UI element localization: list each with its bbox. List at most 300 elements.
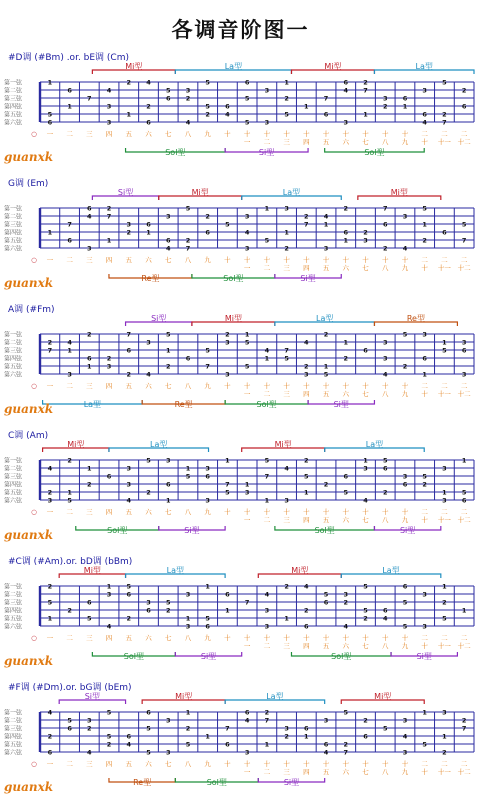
scale-note: 6 [47,118,53,127]
scale-note: 5 [402,598,408,607]
scale-note: 1 [402,102,408,111]
fret-number-suffix: 九 [401,138,409,146]
shape-label: Mi型 [390,188,408,197]
shape-bracket-top-0 [59,691,125,704]
scale-note: 3 [126,464,132,473]
scale-note: 1 [126,110,132,119]
fret-number-suffix: 十一 [437,642,451,650]
scale-note: 3 [244,244,250,253]
scale-note: 2 [363,78,368,87]
scale-note: 6 [67,236,72,245]
fret-number-suffix: 七 [362,390,369,398]
shape-label: Si型 [117,188,134,197]
fret-number: ○ [31,130,37,138]
scale-note: 3 [461,338,467,347]
scale-note: 4 [87,212,92,221]
fret-number: 五 [125,382,133,390]
scale-note: 6 [126,590,132,599]
scale-note: 5 [402,330,408,339]
scale-note: 7 [284,346,289,355]
scale-note: 6 [343,78,349,87]
scale-note: 6 [323,110,329,119]
fret-number-suffix: 四 [303,768,310,776]
scale-note: 2 [47,338,53,347]
fret-number: 十 [263,508,271,516]
scale-note: 2 [304,212,309,221]
fret-number: 十 [381,760,389,768]
scale-note: 6 [402,94,408,103]
fretboard-diagram [0,176,481,294]
scale-note: 3 [422,590,427,599]
scale-note: 5 [442,346,447,355]
fret-number: 二 [460,760,468,768]
scale-note: 5 [323,370,329,379]
scale-note: 2 [304,362,309,371]
shape-label: La型 [315,314,334,323]
scale-note: 6 [126,732,132,741]
fret-number: 十 [263,130,271,138]
fret-number-suffix: 九 [401,264,409,272]
fret-number: 十 [381,130,389,138]
scale-note: 4 [126,740,132,749]
shape-bracket-bottom-0 [126,147,226,157]
scale-note: 2 [87,330,92,339]
shape-bracket-bottom-1 [175,777,258,787]
fret-number: 二 [421,130,428,138]
scale-note: 7 [343,748,349,757]
fret-number: 十 [283,508,290,516]
shape-label: La型 [282,188,301,197]
shape-label: Sol型 [123,652,144,661]
scale-note: 3 [205,496,210,505]
shape-bracket-bottom-0 [109,273,192,283]
scale-note: 5 [422,204,427,213]
scale-note: 6 [402,582,408,591]
fret-number: 二 [421,382,428,390]
scale-note: 3 [146,338,151,347]
scale-note: 2 [126,614,132,623]
scale-note: 1 [225,606,230,615]
scale-note: 5 [343,708,349,717]
scale-note: 6 [422,110,427,119]
fretboard-diagram [0,428,481,546]
shape-bracket-top-2 [258,565,341,578]
scale-chart-c [0,428,481,546]
fret-number: 九 [204,760,211,768]
scale-note: 1 [106,582,112,591]
scale-note: 7 [461,724,467,733]
scale-note: 5 [106,708,112,717]
fret-number: 十 [381,508,389,516]
fret-number: 十 [401,508,409,516]
string-label: 第四弦 [4,481,23,489]
fret-number-suffix: 二 [263,138,271,146]
string-label: 第四弦 [4,355,23,363]
scale-note: 1 [304,732,309,741]
fret-number: 二 [441,382,448,390]
shape-bracket-bottom-3 [308,399,374,409]
scale-note: 5 [205,346,210,355]
scale-note: 1 [165,346,171,355]
fret-number-suffix: 二 [263,642,271,650]
fret-number: 十 [322,256,330,264]
scale-note: 5 [225,488,230,497]
fret-number-suffix: 六 [342,138,350,146]
fret-number: 六 [145,256,152,264]
fret-number: 四 [105,634,113,642]
scale-note: 5 [323,590,329,599]
fret-number: 二 [460,508,468,516]
scale-note: 7 [363,86,368,95]
shape-bracket-bottom-0 [92,651,175,661]
scale-note: 5 [185,472,191,481]
fretboard-diagram [0,302,481,420]
scale-note: 3 [264,86,270,95]
scale-note: 3 [304,370,309,379]
scale-note: 5 [442,614,447,623]
scale-note: 3 [422,330,427,339]
scale-note: 6 [205,622,210,631]
fret-number: 十 [322,382,330,390]
scale-note: 2 [363,228,368,237]
shape-label: Mi型 [224,314,242,323]
fret-number: 十 [342,382,350,390]
scale-note: 2 [402,362,408,371]
scale-note: 6 [402,480,408,489]
fret-number-suffix: 三 [283,516,290,524]
shape-label: Sol型 [206,778,227,787]
fret-number: 二 [421,634,428,642]
scale-note: 5 [402,622,408,631]
scale-note: 4 [47,708,53,717]
scale-note: 1 [343,338,349,347]
shape-bracket-top-1 [142,691,225,704]
scale-note: 3 [225,370,230,379]
scale-note: 2 [106,740,112,749]
fret-number: 一 [46,760,54,768]
scale-note: 7 [225,480,230,489]
fret-number: 六 [145,130,152,138]
fret-number: 七 [164,760,172,768]
shape-label: Mi型 [83,566,101,575]
fret-number-suffix: 三 [283,138,290,146]
fret-number: 八 [184,382,192,390]
scale-note: 6 [67,86,72,95]
shape-bracket-top-3 [374,61,474,74]
fret-number: ○ [31,256,37,264]
fret-number: 六 [145,508,152,516]
shape-label: La型 [166,566,185,575]
scale-note: 6 [47,748,53,757]
fret-number: 三 [86,382,93,390]
fretboard-diagram [0,50,481,168]
scale-note: 3 [363,236,368,245]
scale-note: 5 [244,362,250,371]
shape-label: La型 [382,566,400,575]
scale-note: 1 [284,78,289,87]
key-label: #C调 (#Am).or. bD调 (bBm) [8,557,133,567]
scale-note: 4 [165,244,171,253]
fret-number-suffix: 九 [401,768,409,776]
shape-bracket-top-2 [242,187,342,200]
fret-number-suffix: 一 [243,390,251,398]
fret-number-suffix: 十二 [457,768,471,776]
scale-note: 2 [47,732,53,741]
fret-number-suffix: 四 [303,264,310,272]
fret-number: 二 [66,634,73,642]
scale-note: 1 [185,464,191,473]
fret-number-suffix: 十一 [437,768,451,776]
shape-label: Si型 [184,526,200,535]
scale-note: 3 [185,590,191,599]
scale-note: 3 [284,724,289,733]
string-label: 第二弦 [4,339,23,347]
scale-note: 1 [264,740,270,749]
scale-note: 2 [205,110,210,119]
shape-label: Si型 [416,652,432,661]
scale-note: 4 [146,370,151,379]
string-label: 第三弦 [4,95,23,103]
fret-number: 十 [362,382,369,390]
fret-number: 一 [46,634,54,642]
string-label: 第六弦 [4,497,23,505]
shape-label: Si型 [151,314,167,323]
fret-number-suffix: 三 [283,768,290,776]
scale-note: 5 [461,488,467,497]
fret-number: 六 [145,634,152,642]
fret-number: 二 [66,256,73,264]
scale-chart-a [0,302,481,420]
scale-note: 5 [146,724,151,733]
shape-bracket-bottom-0 [43,399,143,409]
string-label: 第一弦 [4,457,23,465]
scale-note: 5 [146,456,151,465]
string-label: 第五弦 [4,615,23,623]
scale-note: 5 [106,732,112,741]
scale-note: 6 [146,606,151,615]
scale-note: 2 [47,488,53,497]
scale-note: 5 [87,614,92,623]
string-label: 第四弦 [4,733,23,741]
fret-number-suffix: 六 [342,768,350,776]
string-label: 第三弦 [4,725,23,733]
shape-bracket-top-2 [225,691,325,704]
string-label: 第二弦 [4,465,23,473]
scale-note: 2 [343,598,349,607]
scale-note: 1 [264,354,270,363]
fret-number-suffix: 三 [283,642,290,650]
fret-number: 十 [303,256,310,264]
shape-bracket-top-2 [291,61,374,74]
fret-number: 十 [401,760,409,768]
fret-number-suffix: 七 [362,138,369,146]
scale-note: 1 [205,732,210,741]
scale-note: 3 [382,354,388,363]
scale-note: 3 [442,464,447,473]
scale-note: 6 [422,354,427,363]
fret-number: 一 [46,508,54,516]
scale-note: 3 [244,488,250,497]
fret-number: 十 [263,634,271,642]
fret-number: 十 [401,256,409,264]
scale-note: 6 [363,732,368,741]
string-label: 第一弦 [4,709,23,717]
fret-number: 一 [46,256,54,264]
fret-number: 二 [421,508,428,516]
scale-note: 4 [284,464,289,473]
fret-number: 二 [460,634,468,642]
scale-note: 2 [205,212,210,221]
scale-note: 2 [363,614,368,623]
scale-note: 2 [442,110,447,119]
fret-number: 二 [460,130,468,138]
scale-note: 3 [47,496,53,505]
string-label: 第五弦 [4,363,23,371]
scale-note: 4 [244,228,250,237]
fret-number-suffix: 六 [342,516,350,524]
shape-bracket-top-3 [358,187,441,200]
string-label: 第六弦 [4,371,23,379]
scale-note: 3 [126,480,132,489]
shape-bracket-top-3 [325,439,425,452]
scale-note: 2 [323,480,329,489]
scale-note: 1 [442,488,447,497]
fret-number-suffix: 一 [243,768,251,776]
fret-number: 四 [105,256,113,264]
scale-note: 3 [402,212,408,221]
string-label: 第六弦 [4,245,23,253]
shape-label: La型 [266,692,284,701]
scale-note: 2 [106,204,112,213]
shape-label: Si型 [333,400,349,409]
fret-number: 五 [125,130,133,138]
scale-note: 6 [87,204,92,213]
shape-label: Si型 [399,526,416,535]
fret-number-suffix: 四 [303,138,310,146]
scale-note: 2 [225,330,230,339]
fret-number: 二 [66,760,73,768]
scale-note: 3 [422,622,427,631]
fret-number: 十 [322,130,330,138]
fret-number: 二 [66,130,73,138]
scale-note: 4 [264,346,270,355]
fret-number: 十 [303,382,310,390]
string-label: 第四弦 [4,607,23,615]
scale-note: 5 [264,456,270,465]
scale-note: 1 [264,496,270,505]
scale-note: 5 [422,740,427,749]
scale-note: 2 [363,716,368,725]
scale-note: 1 [363,456,368,465]
fret-number-suffix: 二 [263,768,271,776]
scale-note: 7 [442,118,447,127]
fret-number-suffix: 十二 [457,642,471,650]
fret-number: 五 [125,256,133,264]
fret-number: 十 [283,634,290,642]
shape-label: La型 [365,440,384,449]
fret-number: 八 [184,508,192,516]
scale-note: 7 [382,204,388,213]
fret-number-suffix: 九 [401,390,409,398]
scale-note: 3 [106,118,112,127]
scale-note: 1 [323,362,329,371]
fret-number-suffix: 五 [322,642,330,650]
fret-number: 二 [460,256,468,264]
fret-number: 十 [303,634,310,642]
scale-note: 6 [442,228,447,237]
fret-number: 十 [303,130,310,138]
scale-note: 5 [146,748,151,757]
shape-label: Mi型 [324,62,342,71]
fret-number: 十 [303,508,310,516]
scale-note: 1 [442,732,447,741]
scale-note: 3 [87,244,92,253]
scale-note: 1 [343,236,349,245]
scale-note: 6 [106,472,112,481]
shape-label: Sol型 [223,274,244,283]
scale-note: 3 [382,338,388,347]
fret-number: 十 [362,508,369,516]
fret-number: 四 [105,130,113,138]
string-label: 第五弦 [4,489,23,497]
string-label: 第一弦 [4,331,23,339]
scale-note: 5 [67,496,72,505]
scale-note: 5 [284,110,289,119]
string-label: 第四弦 [4,103,23,111]
page-title: 各调音阶图一 [171,18,310,42]
shape-bracket-top-0 [59,565,125,578]
shape-label: Mi型 [374,692,392,701]
scale-note: 3 [126,220,132,229]
scale-note: 4 [106,86,112,95]
scale-note: 2 [343,204,349,213]
scale-note: 2 [442,748,447,757]
fret-number-suffix: 四 [303,390,310,398]
fret-number: 十 [224,760,231,768]
fret-number: 十 [224,382,231,390]
fret-number-suffix: 十 [421,390,428,398]
fret-number: 八 [184,760,192,768]
fret-number-suffix: 八 [381,768,389,776]
scale-note: 5 [205,102,210,111]
scale-note: 3 [244,748,250,757]
fret-number: 十 [263,382,271,390]
scale-note: 1 [323,220,329,229]
scale-note: 5 [185,740,191,749]
scale-note: 1 [67,488,72,497]
fret-number: 十 [283,256,290,264]
scale-chart-d-sharp [0,50,481,168]
scale-note: 2 [382,102,388,111]
scale-note: 3 [343,118,349,127]
scale-note: 6 [225,102,230,111]
scale-note: 7 [461,236,467,245]
fret-number: 十 [362,634,369,642]
watermark-logo: guanxk [4,780,54,794]
string-label: 第六弦 [4,623,23,631]
fret-number-suffix: 十二 [457,264,471,272]
shape-bracket-bottom-1 [142,399,225,409]
fret-number-suffix: 五 [322,390,330,398]
shape-label: Sol型 [314,526,335,535]
fret-number-suffix: 七 [362,642,369,650]
fret-number: 十 [381,256,389,264]
fret-number-suffix: 七 [362,516,369,524]
shape-label: Si型 [300,274,316,283]
scale-note: 1 [205,582,210,591]
scale-note: 6 [363,346,368,355]
scale-note: 7 [323,94,329,103]
